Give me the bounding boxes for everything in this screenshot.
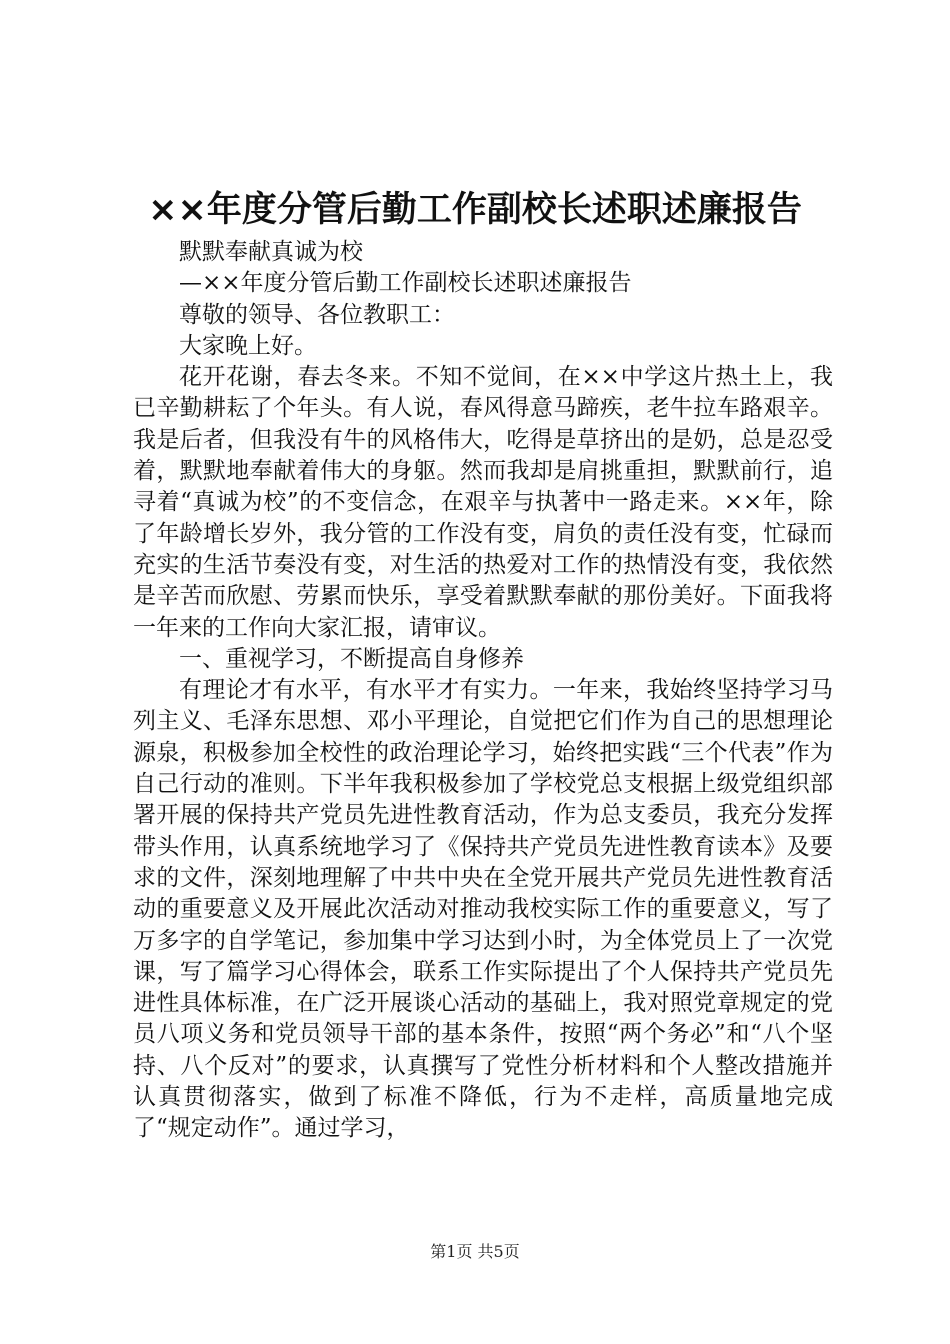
greeting: 大家晚上好。 xyxy=(179,332,317,359)
section-1-paragraph: 有理论才有水平，有水平才有实力。一年来，我始终坚持学习马列主义、毛泽东思想、邓小平理论，自觉把它们作为自己的思想理论源泉，积极参加全校性的政治理论学习，始终把实践“三个代表”作为自己行动的准则。下半年我积极参加了学校党总支根据上级党组织部署开展的保持共产党员先进性教育活动，作为总支委员，我充分发挥带头作用，认真系统地学习了《保持共产党员先进性教育读本》及要求的文件，深刻地理解了中共中央在全党开展共产党员先进性教育活动的重要意义及开展此次活动对推动我校实际工作的重要意义，写了万多字的自学笔记，参加集中学习达到小时，为全体党员上了一次党课，写了篇学习心得体会，联系工作实际提出了个人保持共产党员先进性具体标准，在广泛开展谈心活动的基础上，我对照党章规定的党员八项义务和党员领导干部的基本条件，按照“两个务必”和“八个坚持、八个反对”的要求，认真撰写了党性分析材料和个人整改措施并认真贯彻落实，做到了标准不降低，行为不走样，高质量地完成了“规定动作”。通过学习， xyxy=(133,677,833,1142)
page-number-footer: 第1页 共5页 xyxy=(430,1242,520,1261)
salutation: 尊敬的领导、各位教职工： xyxy=(179,301,455,328)
section-heading-1: 一、重视学习，不断提高自身修养 xyxy=(179,645,524,672)
document-body xyxy=(133,237,833,1145)
subtitle-full-title: —××年度分管后勤工作副校长述职述廉报告 xyxy=(179,270,632,297)
subtitle-line: 默默奉献真诚为校 xyxy=(179,239,363,265)
document-title: ××年度分管后勤工作副校长述职述廉报告 xyxy=(148,190,802,230)
intro-paragraph: 花开花谢，春去冬来。不知不觉间，在××中学这片热土上，我已辛勤耕耘了个年头。有人说，春风得意马蹄疾，老牛拉车路艰辛。我是后者，但我没有牛的风格伟大，吃得是草挤出的是奶，总是忍受着，默默地奉献着伟大的身躯。然而我却是肩挑重担，默默前行，追寻着“真诚为校”的不变信念，在艰辛与执著中一路走来。××年，除了年龄增长岁外，我分管的工作没有变，肩负的责任没有变，忙碌而充实的生活节奏没有变，对生活的热爱对工作的热情没有变，我依然是辛苦而欣慰、劳累而快乐，享受着默默奉献的那份美好。下面我将一年来的工作向大家汇报，请审议。 xyxy=(133,364,833,641)
